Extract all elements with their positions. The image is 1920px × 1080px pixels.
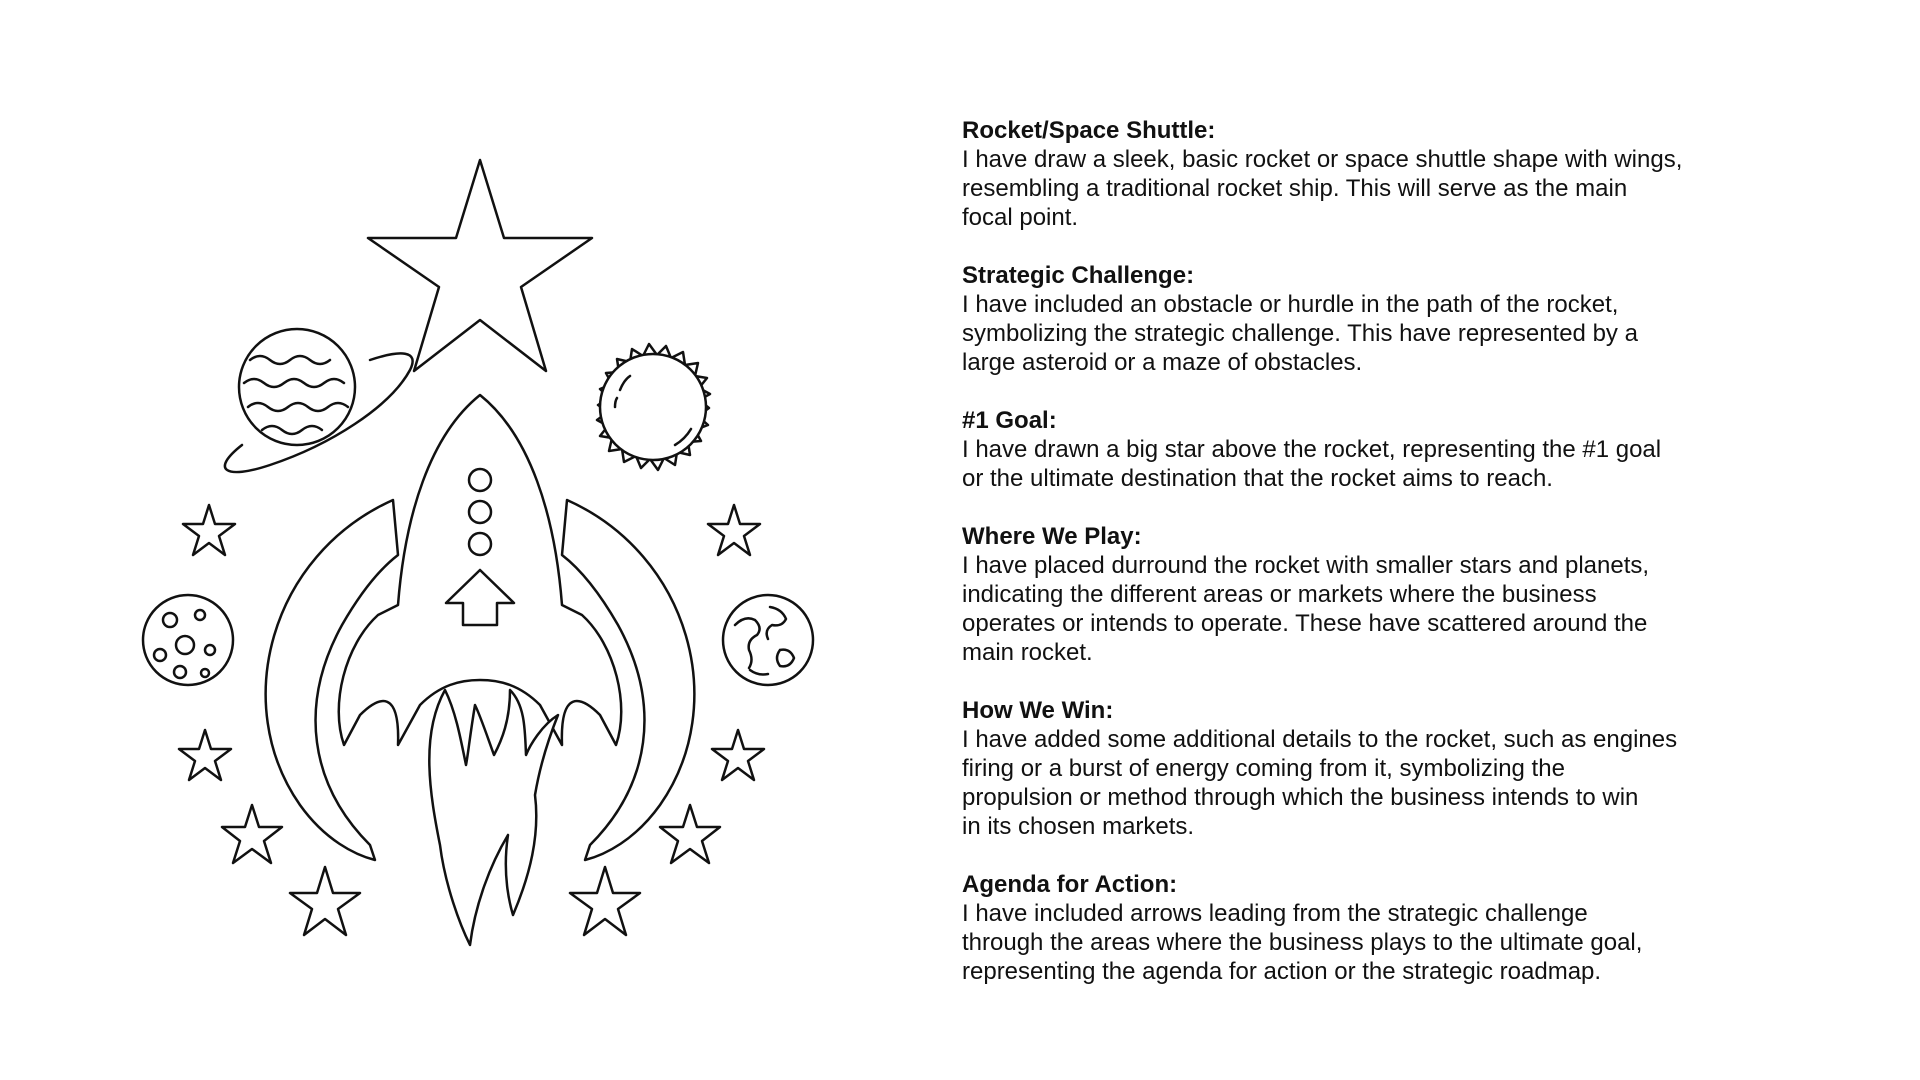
section-rocket [962,116,1802,232]
section-title: Strategic Challenge: [962,262,1195,289]
small-star-right-1-icon [708,505,760,555]
rocket-illustration-svg [130,145,850,975]
small-star-left-3-icon [222,805,282,863]
section-title: How We Win: [962,697,1114,724]
section-title: Rocket/Space Shuttle: [962,117,1216,144]
small-star-right-3-icon [660,805,720,863]
section-title: #1 Goal: [962,407,1057,434]
section-body: I have included arrows leading from the strategic challenge through the areas where the business plays to the ultimate goal, representing the agenda for action or the strategic roadmap. [962,900,1643,985]
small-star-left-4-icon [290,867,360,935]
small-star-left-2-icon [179,730,231,780]
section-body: I have included an obstacle or hurdle in the path of the rocket, symbolizing the strategic challenge. This have represented by a large asteroid or a maze of obstacles. [962,291,1638,376]
ringed-planet-icon [225,329,413,472]
section-goal [962,406,1802,493]
section-body: I have draw a sleek, basic rocket or space shuttle shape with wings, resembling a traditional rocket ship. This will serve as the main focal point. [962,146,1683,231]
goal-star-icon [368,160,592,371]
porthole-3-icon [469,533,491,555]
small-star-left-1-icon [183,505,235,555]
flames-icon [429,690,558,945]
porthole-1-icon [469,469,491,491]
rocket-illustration [130,145,850,975]
porthole-2-icon [469,501,491,523]
section-body: I have drawn a big star above the rocket, representing the #1 goal or the ultimate destination that the rocket aims to reach. [962,436,1662,492]
section-body: I have placed durround the rocket with smaller stars and planets, indicating the different areas or markets where the business operates or intends to operate. These have scattered around the main rocket. [962,552,1650,666]
section-how-we-win [962,696,1802,841]
text-panel [962,116,1802,1015]
section-title: Agenda for Action: [962,871,1178,898]
cratered-moon-icon [143,595,233,685]
small-star-right-2-icon [712,730,764,780]
section-title: Where We Play: [962,523,1142,550]
section-agenda-for-action [962,870,1802,986]
small-star-right-4-icon [570,867,640,935]
earth-globe-icon [723,595,813,685]
section-where-we-play [962,522,1802,667]
section-body: I have added some additional details to the rocket, such as engines firing or a burst of energy coming from it, symbolizing the propulsion or method through which the business intends to win in its chosen markets. [962,726,1678,840]
sun-icon [597,344,710,470]
section-strategic-challenge [962,261,1802,377]
